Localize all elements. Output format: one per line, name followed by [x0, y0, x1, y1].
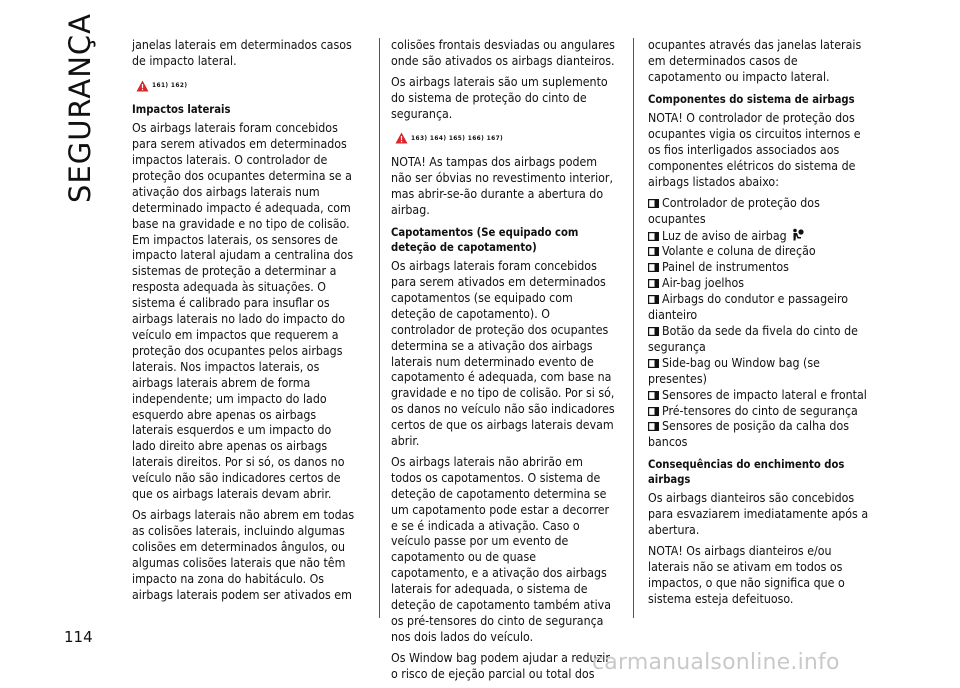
paragraph: Os airbags laterais não abrirão em todos os capotamentos. O sistema de deteção de capotamento determina se um capotamento pode estar a decorrer e se é indicada a ativação. Caso o veículo passe por um evento de capotamento ou de quase capotamento, e a ativação dos airbags laterais for adequada, o sistema de deteção de capotamento também ativa os pré-tensores do cinto de segurança nos dois lados do veículo.	[391, 454, 611, 644]
paragraph: Os airbags laterais não abrem em todas as colisões laterais, incluindo algumas colisões em determinados ângulos, ou algumas colisões laterais que não têm impacto na zona do habitáculo. Os airbags laterais podem ser ativados em	[132, 507, 355, 602]
bullet-square-icon	[648, 199, 659, 208]
list-item	[648, 324, 872, 356]
list-item	[648, 196, 872, 228]
warning-triangle-icon	[395, 132, 408, 144]
bullet-square-icon	[648, 263, 659, 272]
text-column-2	[391, 38, 615, 688]
paragraph: NOTA! As tampas dos airbags podem não ser óbvias no revestimento interior, mas abrir-se-ão durante a abertura do airbag.	[391, 155, 613, 218]
text-column-3	[648, 38, 872, 613]
warning-reference	[395, 131, 615, 147]
list-item-label: Side-bag ou Window bag (se presentes)	[648, 355, 820, 386]
list-item	[648, 228, 872, 245]
list-item-label: Sensores de impacto lateral e frontal	[662, 387, 867, 402]
paragraph: colisões frontais desviadas ou angulares onde são ativados os airbags dianteiros.	[391, 38, 615, 68]
list-item	[648, 276, 872, 292]
list-item	[648, 260, 872, 276]
paragraph: janelas laterais em determinados casos de impacto lateral.	[132, 38, 352, 68]
paragraph: NOTA! Os airbags dianteiros e/ou laterais não se ativam em todos os impactos, o que não significa que o sistema esteja defeituoso.	[648, 543, 845, 606]
paragraph: NOTA! O controlador de proteção dos ocupantes vigia os circuitos internos e os fios interligados associados aos componentes elétricos do sistema de airbags listados abaixo:	[648, 111, 861, 189]
list-item-label: Sensores de posição da calha dos bancos	[648, 419, 849, 450]
bullet-square-icon	[648, 279, 659, 288]
bullet-square-icon	[648, 232, 659, 241]
paragraph: Os airbags laterais foram concebidos para serem ativados em determinados capotamentos (se equipado com deteção de capotamento). O controlador de proteção dos ocupantes determina se a ativação dos airbags laterais num determinado evento de capotamento é adequada, com base na gravidade e no tipo de colisão. Por si só, os danos no veículo não são indicadores certos de que os airbags laterais devam abrir.	[391, 259, 615, 449]
list-item	[648, 388, 872, 404]
section-tab-label: SEGURANÇA	[63, 12, 97, 204]
section-heading: Capotamentos (Se equipado com deteção de capotamento)	[391, 226, 579, 254]
text-column-1	[132, 38, 356, 608]
bullet-square-icon	[648, 391, 659, 400]
section-heading: Consequências do enchimento dos airbags	[648, 458, 845, 486]
list-item	[648, 292, 872, 324]
list-item	[648, 404, 872, 420]
warning-reference	[136, 78, 356, 94]
paragraph: Os Window bag podem ajudar a reduzir o risco de ejeção parcial ou total dos	[391, 650, 610, 681]
list-item-label: Volante e coluna de direção	[662, 244, 816, 259]
list-item	[648, 419, 872, 451]
column-divider	[379, 38, 380, 618]
component-list	[648, 196, 872, 452]
column-divider	[633, 38, 634, 618]
paragraph: Os airbags dianteiros são concebidos para esvaziarem imediatamente após a abertura.	[648, 491, 869, 538]
bullet-square-icon	[648, 295, 659, 304]
list-item-label: Painel de instrumentos	[662, 260, 789, 275]
bullet-square-icon	[648, 247, 659, 256]
list-item-label: Controlador de proteção dos ocupantes	[648, 195, 820, 226]
bullet-square-icon	[648, 422, 659, 431]
list-item	[648, 356, 872, 388]
airbag-warning-icon	[790, 228, 804, 242]
watermark: carmanualsonline.info	[592, 650, 840, 675]
list-item-label: Botão da sede da fivela do cinto de segurança	[648, 324, 858, 354]
section-heading: Componentes do sistema de airbags	[648, 92, 855, 106]
warning-refs: 161) 162)	[152, 80, 188, 89]
page-number: 114	[64, 628, 93, 646]
list-item-label: Airbags do condutor e passageiro dianteiro	[648, 292, 849, 323]
bullet-square-icon	[648, 407, 659, 416]
warning-triangle-icon	[136, 80, 149, 92]
warning-refs: 163) 164) 165) 166) 167)	[411, 133, 504, 142]
bullet-square-icon	[648, 327, 659, 336]
section-tab	[58, 12, 102, 204]
section-heading: Impactos laterais	[132, 102, 231, 116]
list-item-label: Air-bag joelhos	[662, 276, 745, 291]
list-item-label: Pré-tensores do cinto de segurança	[662, 403, 858, 418]
paragraph: ocupantes através das janelas laterais em determinados casos de capotamento ou impacto lateral.	[648, 38, 862, 84]
bullet-square-icon	[648, 359, 659, 368]
list-item	[648, 244, 872, 260]
paragraph: Os airbags laterais foram concebidos para serem ativados em determinados impactos laterais. O controlador de proteção dos ocupantes determina se a ativação dos airbags laterais num determinado impacto é adequada, com base na gravidade e no tipo de colisão. Em impactos laterais, os sensores de impacto lateral ajudam a centralina dos sistemas de proteção a determinar a resposta adequada às situações. O sistema é calibrado para insuflar os airbags laterais no lado do impacto do veículo em impactos que requerem a proteção dos ocupantes pelos airbags laterais. Nos impactos laterais, os airbags laterais abrem de forma independente; um impacto do lado esquerdo abre apenas os airbags laterais esquerdos e um impacto do lado direito abre apenas os airbags laterais direitos. Por si só, os danos no veículo não são indicadores certos de que os airbags laterais devam abrir.	[132, 121, 354, 502]
paragraph: Os airbags laterais são um suplemento do sistema de proteção do cinto de segurança.	[391, 74, 608, 121]
list-item-label: Luz de aviso de airbag	[662, 228, 787, 243]
